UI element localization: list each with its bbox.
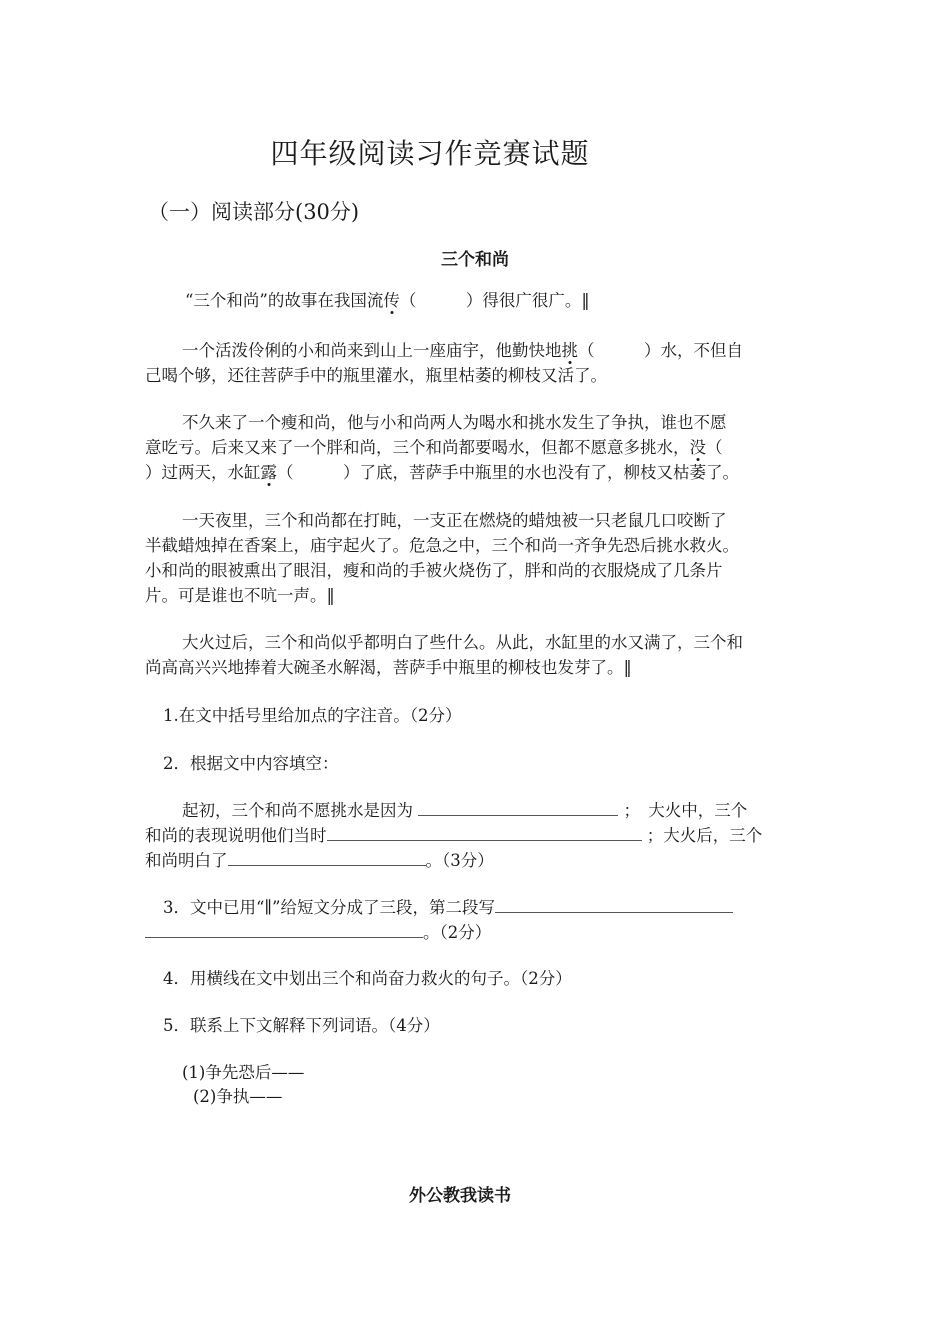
- paragraph-1: [145, 288, 807, 313]
- paragraph-4: [145, 508, 807, 608]
- text: “三个和尚”的故事在我国流: [185, 291, 384, 310]
- question-3: [145, 895, 807, 945]
- text: 3．文中已用“∥”给短文分成了三段，第二段写: [163, 898, 495, 917]
- text: 不久来了一个瘦和尚，他与小和尚两人为喝水和挑水发生了争执，谁也不愿: [182, 413, 727, 432]
- dotted-char: 挑: [561, 341, 578, 360]
- paragraph-5: [145, 630, 807, 680]
- text: 己喝个够，还往菩萨手中的瓶里灌水，瓶里枯萎的柳枝又活了。: [145, 366, 607, 385]
- paragraph-3: [145, 410, 807, 485]
- text: 大火过后，三个和尚似乎都明白了些什么。从此，水缸里的水又满了，三个和: [182, 633, 743, 652]
- dotted-char: 传: [383, 291, 400, 310]
- text: （ ）水，不但自: [578, 341, 743, 360]
- text: 。（2分）: [423, 923, 492, 942]
- answer-blank[interactable]: [495, 896, 733, 914]
- story-title: 三个和尚: [441, 250, 509, 270]
- question-2: 2．根据文中内容填空：: [163, 754, 339, 773]
- question-4: 4．用横线在文中划出三个和尚奋力救火的句子。（2分）: [163, 969, 572, 988]
- text: 一个活泼伶俐的小和尚来到山上一座庙宇，他勤快地: [182, 341, 562, 360]
- answer-blank[interactable]: [418, 799, 618, 817]
- text: ； 大火中，三个: [623, 801, 748, 820]
- question-5-item: (1)争先恐后——: [182, 1063, 305, 1082]
- text: ）过两天，水缸: [145, 463, 261, 482]
- answer-blank[interactable]: [228, 849, 426, 867]
- dotted-char: 露: [260, 463, 277, 482]
- text: 和尚的表现说明他们当时: [145, 826, 327, 845]
- text: 一天夜里，三个和尚都在打盹，一支正在燃烧的蜡烛被一只老鼠几口咬断了: [182, 511, 727, 530]
- text: ；大火后，三个: [646, 826, 763, 845]
- text: （ ）了底，菩萨手中瓶里的水也没有了，柳枝又枯萎了。: [277, 463, 739, 482]
- paragraph-2: [145, 338, 807, 388]
- question-1: 1.在文中括号里给加点的字注音。（2分）: [163, 706, 462, 725]
- section-heading: （一）阅读部分(30分): [148, 200, 360, 224]
- question-5-item: (2)争执——: [193, 1087, 283, 1106]
- text: 意吃亏。后来又来了一个胖和尚，三个和尚都要喝水，但都不愿意多挑水，: [145, 438, 690, 457]
- text: （ ）得很广很广。‖: [399, 291, 590, 310]
- text: （: [706, 438, 723, 457]
- question-5: 5．联系上下文解释下列词语。（4分）: [163, 1016, 440, 1035]
- answer-blank[interactable]: [327, 824, 642, 842]
- dotted-char: 没: [689, 438, 706, 457]
- page-title: 四年级阅读习作竞赛试题: [270, 137, 590, 170]
- text: 和尚明白了: [145, 851, 228, 870]
- text: 半截蜡烛掉在香案上，庙宇起火了。危急之中，三个和尚一齐争先恐后挑水救火。: [145, 536, 739, 555]
- text: 小和尚的眼被熏出了眼泪，瘦和尚的手被火烧伤了，胖和尚的衣服烧成了几条片: [145, 561, 723, 580]
- question-2-fill: [145, 798, 807, 873]
- story-title-2: 外公教我读书: [409, 1186, 511, 1206]
- answer-blank[interactable]: [145, 921, 423, 939]
- text: 。（3分）: [425, 851, 494, 870]
- text: 尚高高兴兴地捧着大碗圣水解渴，菩萨手中瓶里的柳枝也发芽了。‖: [145, 658, 632, 677]
- text: 片。可是谁也不吭一声。‖: [145, 586, 335, 605]
- text: 起初，三个和尚不愿挑水是因为: [182, 801, 413, 820]
